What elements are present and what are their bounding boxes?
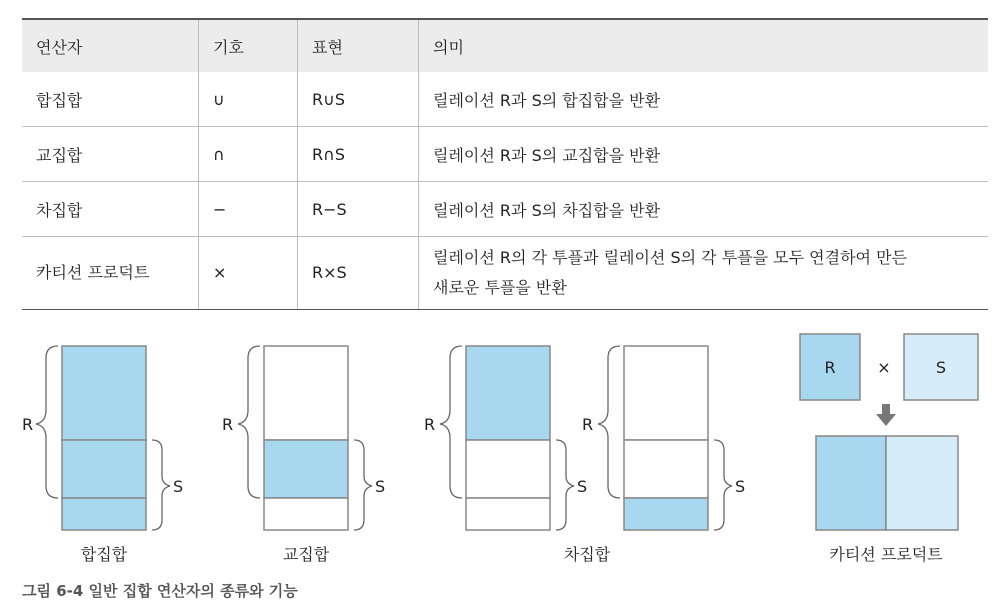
set-operations-diagram (0, 318, 1005, 576)
cell-expression: R−S (298, 182, 419, 237)
difference-left-s-label: S (577, 477, 588, 496)
cell-meaning-line-2: 새로운 투플을 반환 (433, 278, 567, 297)
header-symbol: 기호 (199, 19, 298, 72)
header-meaning: 의미 (419, 19, 989, 72)
cell-meaning (419, 237, 989, 310)
figure-caption: 그림 6-4 일반 집합 연산자의 종류와 기능 (22, 582, 298, 600)
union-r-block (62, 346, 146, 440)
cell-operator: 카티션 프로덕트 (22, 237, 199, 310)
difference-right-r-label: R (582, 415, 594, 434)
intersection-r-label: R (222, 415, 234, 434)
intersection-s-block (264, 498, 348, 530)
union-r-brace (36, 346, 58, 498)
intersection-s-label: S (375, 477, 386, 496)
table-row (22, 182, 988, 237)
union-diagram (22, 346, 183, 564)
product-times-symbol: × (877, 358, 891, 377)
difference-s-only-block (466, 498, 550, 530)
intersection-s-brace (354, 440, 372, 530)
cell-meaning: 릴레이션 R과 S의 차집합을 반환 (419, 182, 989, 237)
product-label: 카티션 프로덕트 (829, 545, 943, 564)
operator-table (22, 18, 988, 310)
cell-meaning: 릴레이션 R과 S의 교집합을 반환 (419, 127, 989, 182)
difference-left-s-brace (556, 440, 574, 530)
difference-right-s-brace (714, 440, 732, 530)
cell-symbol: ∪ (199, 72, 298, 127)
union-s-block (62, 498, 146, 530)
intersection-r-block (264, 346, 348, 440)
difference-left-diagram (424, 346, 587, 530)
table-row (22, 237, 988, 310)
cell-symbol: − (199, 182, 298, 237)
difference-right-r-brace (598, 346, 620, 498)
product-s-label: S (935, 358, 947, 377)
cell-expression: R×S (298, 237, 419, 310)
cell-symbol: ∩ (199, 127, 298, 182)
table-header-row (22, 19, 988, 72)
cell-meaning-line-1: 릴레이션 R의 각 투플과 릴레이션 S의 각 투플을 모두 연결하여 만든 (433, 248, 907, 267)
intersection-overlap-block (264, 440, 348, 498)
product-diagram (800, 334, 978, 564)
down-arrow-icon (876, 404, 896, 426)
header-operator: 연산자 (22, 19, 199, 72)
product-result-right (886, 436, 958, 530)
intersection-label: 교집합 (282, 545, 330, 564)
union-overlap-block (62, 440, 146, 498)
difference-overlap-block (466, 440, 550, 498)
difference-right-diagram (564, 346, 745, 564)
difference-right-s-label: S (735, 477, 746, 496)
intersection-r-brace (238, 346, 260, 498)
product-r-label: R (824, 358, 836, 377)
difference-label: 차집합 (563, 545, 611, 564)
union-r-label: R (22, 415, 34, 434)
intersection-diagram (222, 346, 385, 564)
cell-expression: R∩S (298, 127, 419, 182)
table-row (22, 72, 988, 127)
difference-left-r-brace (440, 346, 462, 498)
cell-operator: 차집합 (22, 182, 199, 237)
cell-expression: R∪S (298, 72, 419, 127)
difference-left-r-label: R (424, 415, 436, 434)
union-label: 합집합 (80, 545, 128, 564)
product-result-left (816, 436, 886, 530)
difference2-overlap-block (624, 440, 708, 498)
cell-operator: 합집합 (22, 72, 199, 127)
cell-symbol: × (199, 237, 298, 310)
header-expression: 표현 (298, 19, 419, 72)
difference2-s-only-block (624, 498, 708, 530)
cell-meaning: 릴레이션 R과 S의 합집합을 반환 (419, 72, 989, 127)
difference2-r-only-block (624, 346, 708, 440)
table-row (22, 127, 988, 182)
difference-r-only-block (466, 346, 550, 440)
cell-operator: 교집합 (22, 127, 199, 182)
union-s-brace (152, 440, 170, 530)
union-s-label: S (173, 477, 184, 496)
